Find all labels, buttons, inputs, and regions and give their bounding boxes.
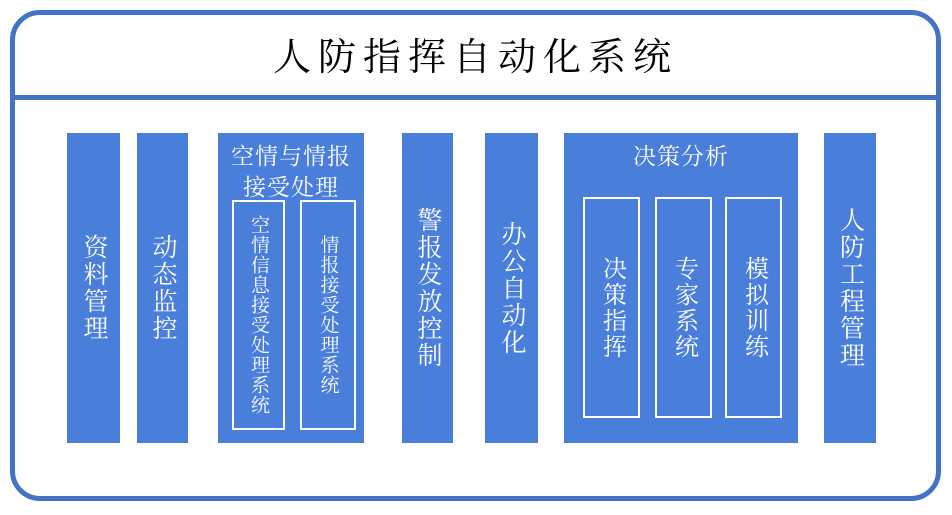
subblock-label: 专家系统 — [670, 255, 697, 360]
block-label: 警报发放控制 — [414, 207, 441, 369]
block-label: 办公自动化 — [498, 220, 525, 356]
subblock-label: 决策指挥 — [598, 255, 625, 360]
subblock-label: 情报接受处理系统 — [317, 235, 339, 395]
page-title: 人防指挥自动化系统 — [272, 36, 678, 79]
subblock-intel-processing-system — [300, 200, 356, 430]
title-band — [10, 10, 941, 96]
block-dynamic-monitoring — [137, 133, 188, 443]
block-air-intel-group — [218, 133, 364, 443]
subblock-expert-system — [655, 197, 712, 418]
subblock-simulation-training — [725, 197, 782, 418]
group-header: 决策分析 — [633, 144, 729, 169]
subblock-air-info-processing-system — [232, 200, 285, 430]
group-header: 空情与情报接受处理 — [231, 144, 351, 201]
block-label: 人防工程管理 — [836, 207, 864, 369]
block-alarm-issuing-control — [402, 133, 453, 443]
block-data-management — [67, 133, 120, 443]
block-engineering-management — [824, 133, 876, 443]
block-label: 资料管理 — [80, 234, 107, 342]
block-label: 动态监控 — [149, 234, 176, 342]
subblock-label: 模拟训练 — [740, 255, 767, 360]
subblock-decision-command — [583, 197, 640, 418]
block-decision-analysis-group — [564, 133, 798, 443]
block-office-automation — [485, 133, 538, 443]
title-divider-line — [10, 95, 941, 100]
subblock-label: 空情信息接受处理系统 — [248, 215, 269, 415]
